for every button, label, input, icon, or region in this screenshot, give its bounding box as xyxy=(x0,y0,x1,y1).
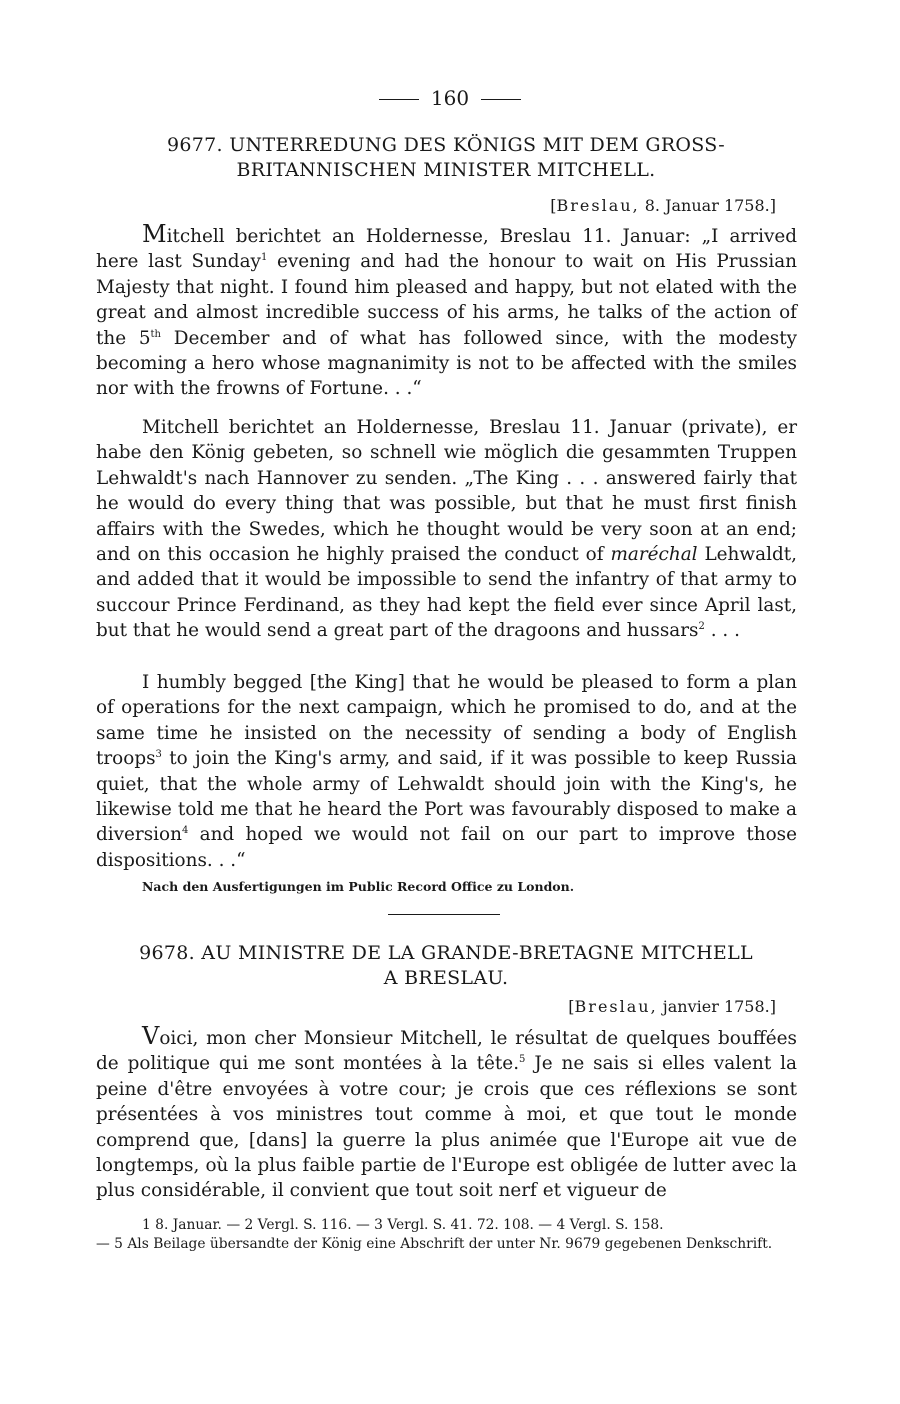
page-number-rule-left xyxy=(379,99,419,100)
text-run: Je ne sais si elles valent la peine d'être envoyées à votre cour; je crois que ces réflexions se sont présentées à vos ministres tout comme à moi, et que tout le monde comprend que, [dans] la guerre la plus animée que l'Europe ait vue de longtemps, où la plus faible partie de l'Europe est obligée de lutter avec la plus considérable, il convient que tout soit nerf et vigueur de xyxy=(96,1053,797,1202)
footnote-ref-1: 1 xyxy=(260,252,268,264)
text-run: itchell berichtet an Holdernesse, Breslau 11. Januar: „I arrived here last Sunday xyxy=(96,226,797,273)
section-9678-dateline: [Breslau, janvier 1758.] xyxy=(568,997,776,1016)
section-9677-title-b: BRITANNISCHEN MINISTER MITCHELL. xyxy=(236,159,656,181)
section-9678-title-b: A BRESLAU. xyxy=(383,967,509,989)
section-9678-title-a: 9678. AU MINISTRE DE LA GRANDE-BRETAGNE MITCHELL xyxy=(139,942,753,964)
text-run: oici, mon cher Monsieur Mitchell, le résultat de quelques bouffées de politique qui me sont montées à la tête. xyxy=(96,1028,797,1075)
section-9677-number: 9677. xyxy=(166,134,223,156)
section-9677-dateline: [Breslau, 8. Januar 1758.] xyxy=(550,196,776,215)
dropcap: M xyxy=(142,220,167,248)
section-9678-paragraph-1 xyxy=(96,1024,797,1204)
footnote-line-1: 1 8. Januar. — 2 Vergl. S. 116. — 3 Vergl. S. 41. 72. 108. — 4 Vergl. S. 158. xyxy=(142,1217,664,1233)
dropcap: V xyxy=(142,1022,160,1050)
section-9677-paragraph-1 xyxy=(96,222,797,402)
section-9677-heading xyxy=(96,133,796,183)
text-run: December and of what has followed since, with the modesty becoming a hero whose magnanimity is not to be affected with the smiles nor with the frowns of Fortune. . .“ xyxy=(96,327,797,400)
footnote-line-2: — 5 Als Beilage übersandte der König eine Abschrift der unter Nr. 9679 gegebenen Denkschrift. xyxy=(96,1236,773,1252)
italic-term: maréchal xyxy=(610,544,698,566)
footnote-ref-5: 5 xyxy=(519,1054,526,1066)
section-9677-paragraph-2 xyxy=(96,415,797,644)
footnotes xyxy=(96,1216,797,1254)
dateline-date: janvier 1758. xyxy=(662,997,770,1016)
section-9677-title-a: UNTERREDUNG DES KÖNIGS MIT DEM GROSS- xyxy=(229,134,726,156)
text-run: and hoped we would not fail on our part to improve those dispositions. . .“ xyxy=(96,824,797,871)
text-run: . . . xyxy=(704,620,740,642)
dateline-place: Breslau, xyxy=(574,997,658,1016)
section-divider xyxy=(388,914,500,915)
dateline-place: Breslau, xyxy=(556,196,640,215)
superscript-th: th xyxy=(150,328,161,340)
text-run: to join the King's army, and said, if it was possible to keep Russia quiet, that the whole army of Lehwaldt should join with the King's, he likewise told me that he heard the Port was favourably disposed to make a diversion xyxy=(96,748,797,846)
section-9677-heading-line1 xyxy=(96,133,796,158)
page-number: 160 xyxy=(430,86,470,110)
section-9678-heading xyxy=(96,941,796,991)
dateline-date: 8. Januar 1758. xyxy=(644,196,770,215)
text-run: I humbly begged [the King] that he would be pleased to form a plan of operations for the next campaign, which he promised to do, and at the same time he insisted on the necessity of sending a body of English troops xyxy=(96,672,797,770)
footnote-ref-2: 2 xyxy=(698,621,705,633)
footnote-ref-3: 3 xyxy=(155,749,162,761)
page-number-line xyxy=(0,84,900,112)
text-run: Lehwaldt, and added that it would be impossible to send the infantry of that army to succour Prince Ferdinand, as they had kept the field ever since April last, but that he would send a great part of the dragoons and hussars xyxy=(96,544,798,642)
text-run: evening and had the honour to wait on His Prussian Majesty that night. I found him pleased and happy, but not elated with the great and almost incredible success of his arms, he talks of the action of the 5 xyxy=(96,251,798,349)
page-number-rule-right xyxy=(481,99,521,100)
footnote-ref-4: 4 xyxy=(181,825,189,837)
text-run: Mitchell berichtet an Holdernesse, Breslau 11. Januar (private), er habe den König gebeten, so schnell wie möglich die gesammten Truppen Lehwaldt's nach Hannover zu senden. „The King . . . answered fairly that he would do every thing that was possible, but that he must first finish affairs with the Swedes, which he thought would be very soon at an end; and on this occasion he highly praised the conduct of xyxy=(96,417,797,566)
source-note: Nach den Ausfertigungen im Public Record Office zu London. xyxy=(142,879,575,894)
section-9677-paragraph-3 xyxy=(96,670,797,873)
